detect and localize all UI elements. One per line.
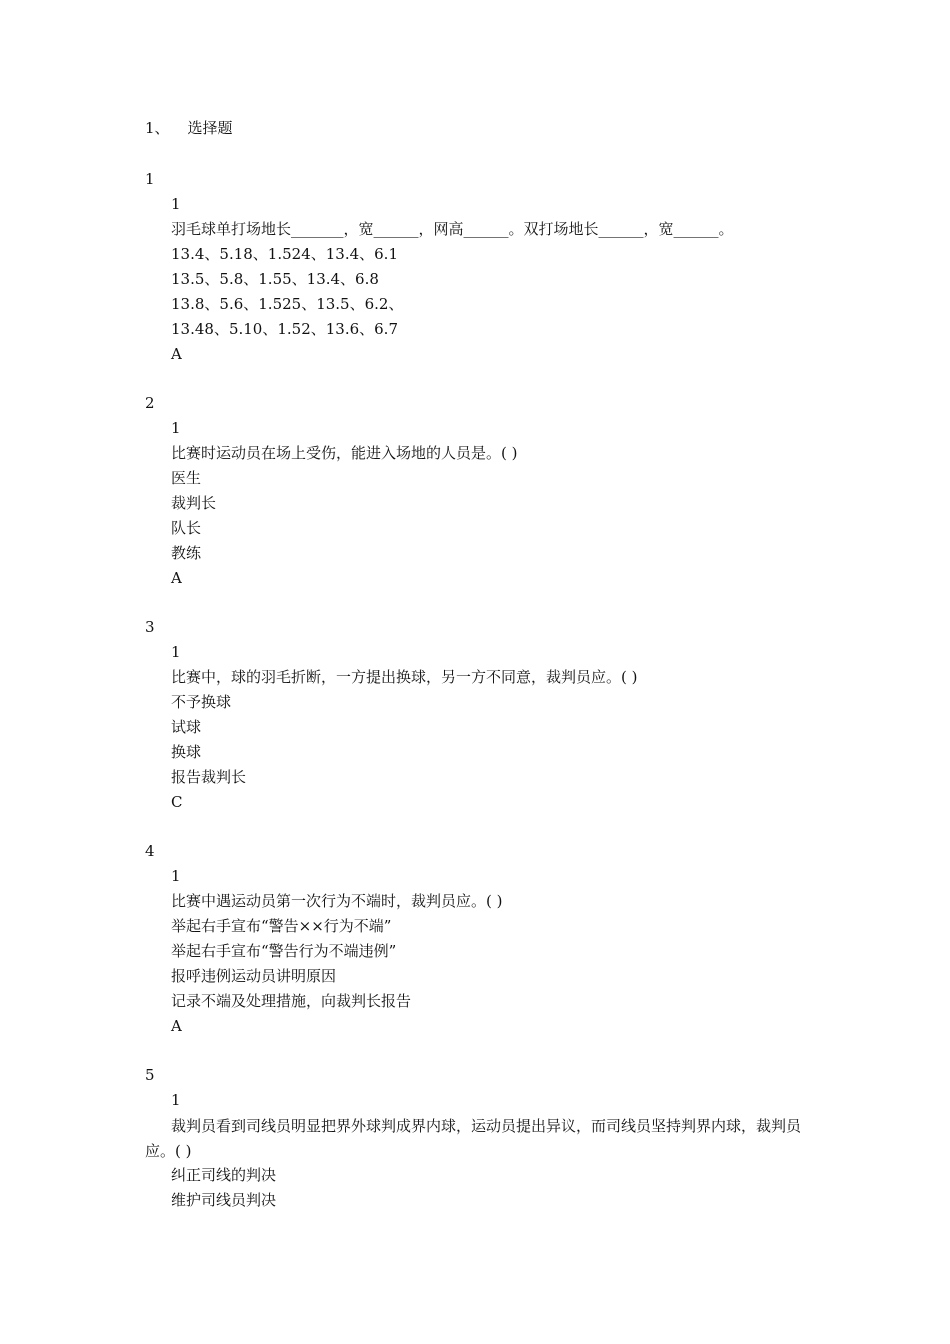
answer: C [171, 793, 183, 811]
option-b: 维护司线员判决 [171, 1191, 277, 1209]
question-stem: 比赛中，球的羽毛折断，一方提出换球，另一方不同意，裁判员应。( ) [171, 668, 638, 686]
question-block [145, 1064, 815, 1214]
option-d: 报告裁判长 [171, 768, 247, 786]
question-stem: 羽毛球单打场地长_______，宽______，网高______。双打场地长______，宽______。 [171, 220, 734, 238]
option-b: 试球 [171, 718, 202, 736]
option-b: 13.5、5.8、1.55、13.4、6.8 [171, 270, 379, 288]
question-number: 5 [145, 1066, 155, 1084]
option-d: 教练 [171, 544, 202, 562]
question-number: 1 [145, 170, 155, 188]
option-a: 医生 [171, 469, 202, 487]
option-a: 纠正司线的判决 [171, 1166, 277, 1184]
option-d: 记录不端及处理措施，向裁判长报告 [171, 992, 412, 1010]
option-c: 队长 [171, 519, 202, 537]
question-stem: 比赛中遇运动员第一次行为不端时，裁判员应。( ) [171, 892, 503, 910]
question-block [145, 840, 815, 1040]
section-heading [145, 117, 233, 139]
option-c: 换球 [171, 743, 202, 761]
question-score: 1 [171, 195, 181, 213]
question-block [145, 168, 815, 368]
question-stem: 比赛时运动员在场上受伤，能进入场地的人员是。( ) [171, 444, 518, 462]
answer: A [171, 1017, 182, 1035]
option-c: 报呼违例运动员讲明原因 [171, 967, 337, 985]
question-score: 1 [171, 643, 181, 661]
option-d: 13.48、5.10、1.52、13.6、6.7 [171, 320, 398, 338]
option-b: 举起右手宣布“警告行为不端违例” [171, 942, 397, 960]
option-a: 不予换球 [171, 693, 232, 711]
question-number: 3 [145, 618, 155, 636]
question-score: 1 [171, 1091, 181, 1109]
question-score: 1 [171, 867, 181, 885]
question-number: 2 [145, 394, 155, 412]
section-title: 选择题 [187, 119, 233, 137]
section-number: 1、 [145, 119, 170, 137]
option-c: 13.8、5.6、1.525、13.5、6.2、 [171, 295, 404, 313]
question-score: 1 [171, 419, 181, 437]
option-a: 举起右手宣布“警告××行为不端” [171, 917, 392, 935]
question-block [145, 392, 815, 592]
option-a: 13.4、5.18、1.524、13.4、6.1 [171, 245, 398, 263]
option-b: 裁判长 [171, 494, 217, 512]
question-block [145, 616, 815, 816]
answer: A [171, 569, 182, 587]
question-stem: 裁判员看到司线员明显把界外球判成界内球，运动员提出异议，而司线员坚持判界内球，裁判员应。( ) [145, 1117, 802, 1160]
question-number: 4 [145, 842, 155, 860]
answer: A [171, 345, 182, 363]
